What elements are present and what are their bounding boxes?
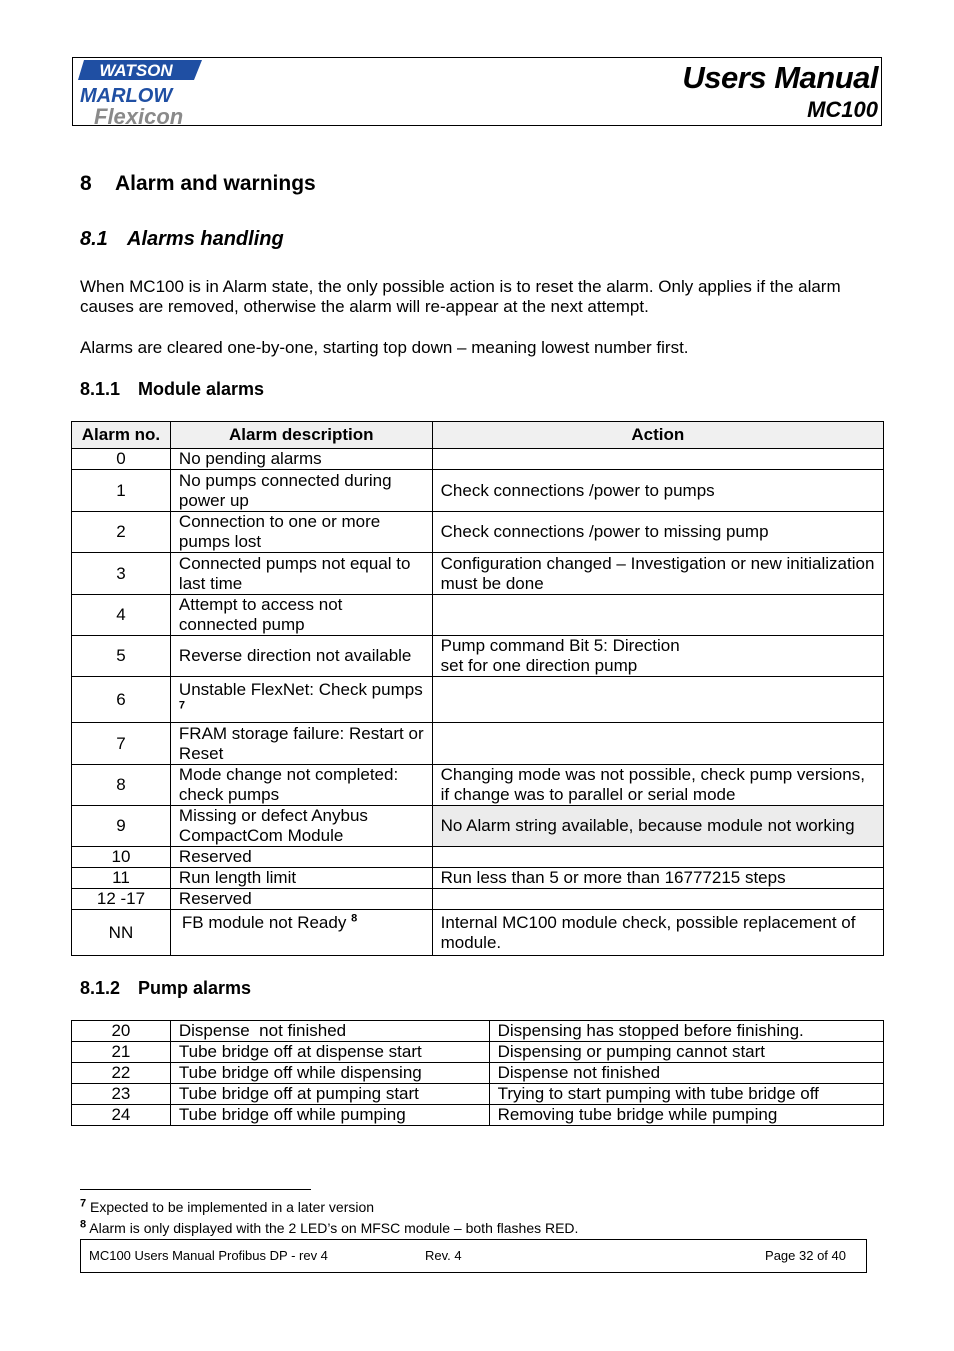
alarm-action xyxy=(432,677,883,723)
alarm-description: Tube bridge off at pumping start xyxy=(170,1084,489,1105)
alarm-action xyxy=(432,889,883,910)
alarm-action: Check connections /power to pumps xyxy=(432,470,883,512)
alarm-description: Tube bridge off while pumping xyxy=(170,1105,489,1126)
footer-revision: Rev. 4 xyxy=(425,1248,462,1263)
alarm-number: 4 xyxy=(72,595,171,636)
alarm-number: 21 xyxy=(72,1042,171,1063)
column-header: Action xyxy=(432,422,883,449)
column-header: Alarm no. xyxy=(72,422,171,449)
alarm-description: Unstable FlexNet: Check pumps $^7$ xyxy=(170,677,432,723)
alarm-number: 7 xyxy=(72,723,171,765)
page-footer xyxy=(80,1239,867,1273)
alarm-number: 5 xyxy=(72,636,171,677)
alarm-action: Run less than 5 or more than 16777215 steps xyxy=(432,868,883,889)
alarm-description: FB module not Ready $^8$ xyxy=(170,910,432,956)
alarm-description: Reserved xyxy=(170,889,432,910)
footnote-ref: 8 xyxy=(351,912,358,925)
alarm-description: Connected pumps not equal to last time xyxy=(170,553,432,595)
alarm-action: Internal MC100 module check, possible replacement of module. xyxy=(432,910,883,956)
table-row xyxy=(72,1042,884,1063)
paragraph-clearing: Alarms are cleared one-by-one, starting top down – meaning lowest number first. xyxy=(80,338,689,357)
alarm-action: Configuration changed – Investigation or new initialization must be done xyxy=(432,553,883,595)
footer-document-name: MC100 Users Manual Profibus DP - rev 4 xyxy=(89,1248,328,1263)
alarm-description: Tube bridge off while dispensing xyxy=(170,1063,489,1084)
alarm-number: 1 xyxy=(72,470,171,512)
table-row xyxy=(72,868,884,889)
table-row xyxy=(72,765,884,806)
alarm-description: Tube bridge off at dispense start xyxy=(170,1042,489,1063)
table-row xyxy=(72,636,884,677)
table-row xyxy=(72,847,884,868)
subsection-heading: 8.1 Alarms handling xyxy=(80,228,284,250)
svg-text:WATSON: WATSON xyxy=(99,61,173,80)
watson-marlow-logo xyxy=(78,58,208,124)
module-alarms-table xyxy=(71,421,884,956)
alarm-description: No pumps connected during power up xyxy=(170,470,432,512)
alarm-number: 0 xyxy=(72,449,171,470)
alarm-number: 22 xyxy=(72,1063,171,1084)
table-row xyxy=(72,512,884,553)
alarm-action: No Alarm string available, because module not working xyxy=(432,806,883,847)
table-row xyxy=(72,1063,884,1084)
alarm-action: Dispense not finished xyxy=(489,1063,883,1084)
table-row xyxy=(72,1084,884,1105)
alarm-number: 3 xyxy=(72,553,171,595)
footnote-7: $^7$ Expected to be implemented in a later version xyxy=(80,1197,375,1215)
alarm-action: Dispensing has stopped before finishing. xyxy=(489,1021,883,1042)
footnote-8: $^8$ Alarm is only displayed with the 2 LED’s on MFSC module – both flashes RED. xyxy=(80,1218,579,1236)
alarm-description: Run length limit xyxy=(170,868,432,889)
footnote-divider xyxy=(80,1189,311,1190)
alarm-action xyxy=(432,595,883,636)
table-header-row xyxy=(72,422,884,449)
document-title: Users Manual xyxy=(682,60,878,95)
table-row xyxy=(72,1105,884,1126)
table-row xyxy=(72,889,884,910)
table-row xyxy=(72,723,884,765)
alarm-action: Dispensing or pumping cannot start xyxy=(489,1042,883,1063)
alarm-description: Reverse direction not available xyxy=(170,636,432,677)
alarm-number: 24 xyxy=(72,1105,171,1126)
table-row xyxy=(72,910,884,956)
alarm-number: 11 xyxy=(72,868,171,889)
alarm-action: Pump command Bit 5: Direction set for one direction pump xyxy=(432,636,883,677)
alarm-number: 12 -17 xyxy=(72,889,171,910)
svg-text:Flexicon: Flexicon xyxy=(94,104,184,124)
alarm-action: Removing tube bridge while pumping xyxy=(489,1105,883,1126)
alarm-number: NN xyxy=(72,910,171,956)
section-heading: 8 Alarm and warnings xyxy=(80,172,316,195)
table-row xyxy=(72,553,884,595)
table-row xyxy=(72,677,884,723)
pump-alarms-table xyxy=(71,1020,884,1126)
footer-page-number: Page 32 of 40 xyxy=(765,1248,846,1263)
alarm-description: FRAM storage failure: Restart or Reset xyxy=(170,723,432,765)
alarm-number: 20 xyxy=(72,1021,171,1042)
alarm-description: Reserved xyxy=(170,847,432,868)
alarm-action xyxy=(432,847,883,868)
column-header: Alarm description xyxy=(170,422,432,449)
alarm-action: Changing mode was not possible, check pump versions, if change was to parallel or serial mode xyxy=(432,765,883,806)
alarm-number: 23 xyxy=(72,1084,171,1105)
alarm-number: 2 xyxy=(72,512,171,553)
alarm-action: Check connections /power to missing pump xyxy=(432,512,883,553)
pump-alarms-heading: 8.1.2 Pump alarms xyxy=(80,978,252,998)
table-row xyxy=(72,470,884,512)
document-model: MC100 xyxy=(807,97,878,122)
svg-text:MARLOW: MARLOW xyxy=(80,85,173,107)
alarm-action xyxy=(432,723,883,765)
alarm-description: Attempt to access not connected pump xyxy=(170,595,432,636)
table-row xyxy=(72,1021,884,1042)
alarm-number: 10 xyxy=(72,847,171,868)
alarm-number: 6 xyxy=(72,677,171,723)
alarm-action: Trying to start pumping with tube bridge off xyxy=(489,1084,883,1105)
alarm-description: Connection to one or more pumps lost xyxy=(170,512,432,553)
footnote-ref: 7 xyxy=(178,698,186,711)
alarm-description: Mode change not completed: check pumps xyxy=(170,765,432,806)
alarm-description: Missing or defect Anybus CompactCom Module xyxy=(170,806,432,847)
alarm-number: 9 xyxy=(72,806,171,847)
table-row xyxy=(72,806,884,847)
alarm-action xyxy=(432,449,883,470)
alarm-description: No pending alarms xyxy=(170,449,432,470)
table-row xyxy=(72,595,884,636)
table-row xyxy=(72,449,884,470)
paragraph-alarm-state: When MC100 is in Alarm state, the only possible action is to reset the alarm. Only applies if the alarm causes are removed, otherwise the alarm will re-appear at the next attempt. xyxy=(80,277,841,316)
alarm-description: Dispense not finished xyxy=(170,1021,489,1042)
module-alarms-heading: 8.1.1 Module alarms xyxy=(80,379,265,399)
alarm-number: 8 xyxy=(72,765,171,806)
